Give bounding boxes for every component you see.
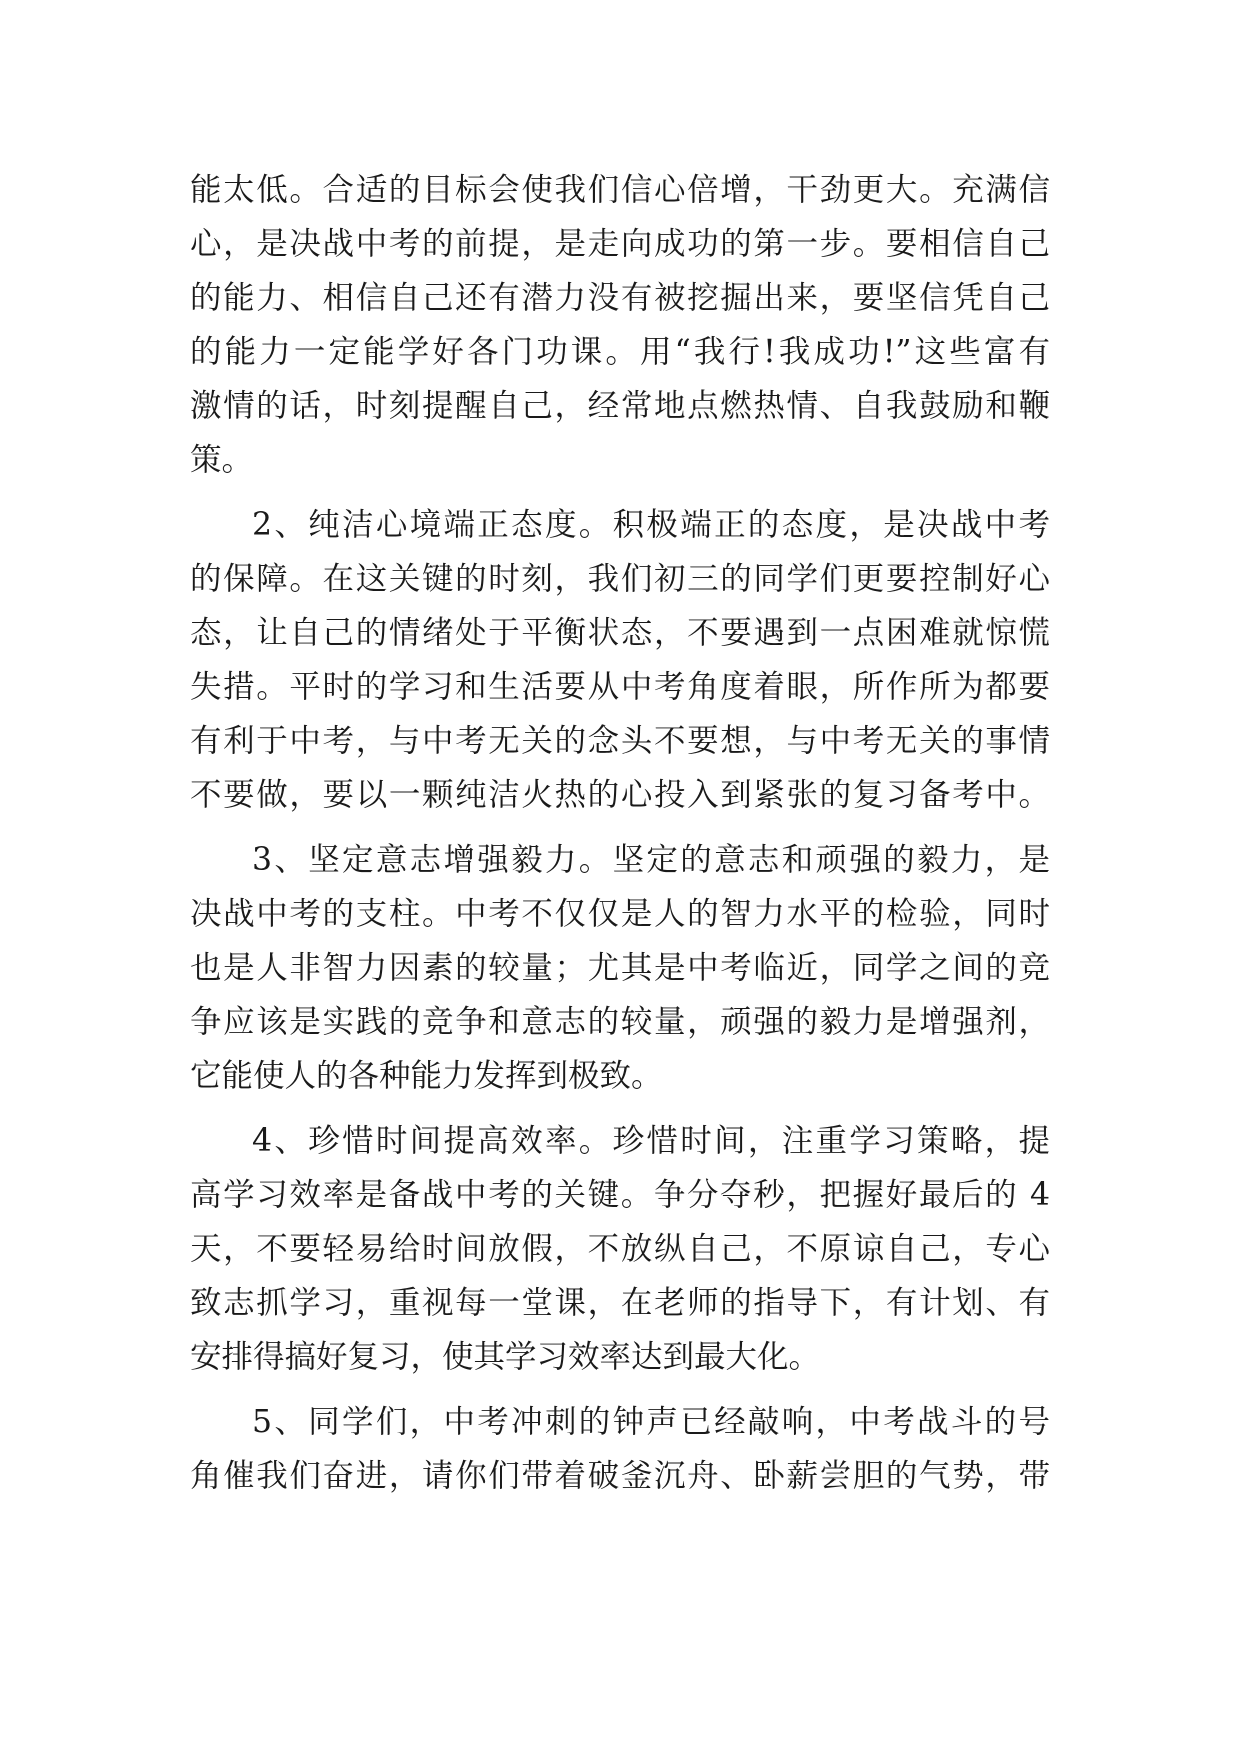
text-line: 高学习效率是备战中考的关键。争分夺秒，把握好最后的 4: [190, 1177, 1050, 1213]
text-line: 角催我们奋进，请你们带着破釜沉舟、卧薪尝胆的气势，带: [190, 1458, 1050, 1494]
text-line: 态，让自己的情绪处于平衡状态，不要遇到一点困难就惊慌: [190, 615, 1050, 651]
text-line: 致志抓学习，重视每一堂课，在老师的指导下，有计划、有: [190, 1285, 1050, 1321]
text-line: 失措。平时的学习和生活要从中考角度着眼，所作所为都要: [190, 669, 1050, 705]
text-line: 安排得搞好复习，使其学习效率达到最大化。: [190, 1339, 821, 1375]
paragraph-start-line: 5、同学们，中考冲刺的钟声已经敲响，中考战斗的号: [252, 1404, 1050, 1440]
text-line: 争应该是实践的竞争和意志的较量，顽强的毅力是增强剂，: [190, 1004, 1050, 1040]
text-line: 策。: [190, 442, 254, 478]
text-line: 激情的话，时刻提醒自己，经常地点燃热情、自我鼓励和鞭: [190, 388, 1050, 424]
text-line: 有利于中考，与中考无关的念头不要想，与中考无关的事情: [190, 723, 1050, 759]
text-line: 的保障。在这关键的时刻，我们初三的同学们更要控制好心: [190, 561, 1050, 597]
paragraph-start-line: 2、纯洁心境端正态度。积极端正的态度，是决战中考: [252, 507, 1050, 543]
text-line: 的能力、相信自己还有潜力没有被挖掘出来，要坚信凭自己: [190, 280, 1050, 316]
paragraph-start-line: 3、坚定意志增强毅力。坚定的意志和顽强的毅力，是: [252, 842, 1050, 878]
text-line: 的能力一定能学好各门功课。用“我行!我成功!”这些富有: [190, 334, 1050, 370]
text-line: 心，是决战中考的前提，是走向成功的第一步。要相信自己: [190, 226, 1050, 262]
text-line: 它能使人的各种能力发挥到极致。: [190, 1058, 663, 1094]
text-line: 能太低。合适的目标会使我们信心倍增，干劲更大。充满信: [190, 172, 1050, 208]
text-line: 决战中考的支柱。中考不仅仅是人的智力水平的检验，同时: [190, 896, 1050, 932]
text-line: 也是人非智力因素的较量；尤其是中考临近，同学之间的竞: [190, 950, 1050, 986]
text-line: 天，不要轻易给时间放假，不放纵自己，不原谅自己，专心: [190, 1231, 1050, 1267]
text-line: 不要做，要以一颗纯洁火热的心投入到紧张的复习备考中。: [190, 777, 1050, 813]
paragraph-start-line: 4、珍惜时间提高效率。珍惜时间，注重学习策略，提: [252, 1123, 1050, 1159]
